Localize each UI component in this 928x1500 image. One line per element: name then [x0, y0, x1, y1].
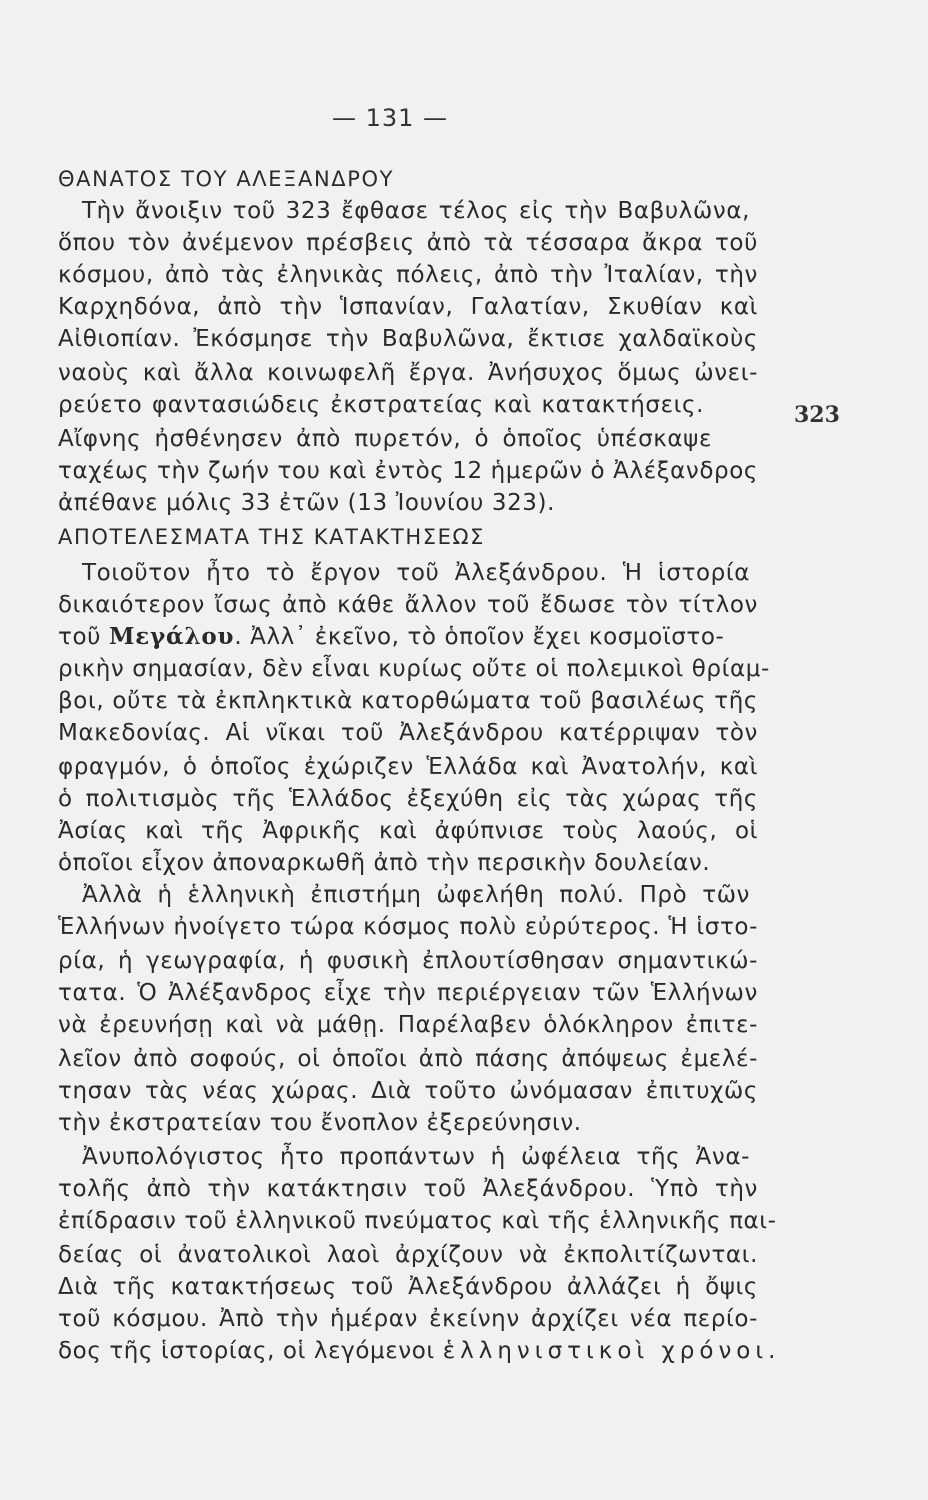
paragraph-line: ρικὴν σημασίαν, δὲν εἶναι κυρίως οὔτε οἱ πολεμικοὶ θρίαμ-	[58, 656, 770, 682]
paragraph-line: φραγμόν, ὁ ὁποῖος ἐχώριζεν Ἑλλάδα καὶ Ἀνατολήν, καὶ	[58, 754, 758, 780]
paragraph-line: Αἰθιοπίαν. Ἐκόσμησε τὴν Βαβυλῶνα, ἔκτισε χαλδαϊκοὺς	[58, 326, 758, 352]
paragraph-line: ρία, ἡ γεωγραφία, ἡ φυσικὴ ἐπλουτίσθησαν σημαντικώ-	[58, 948, 758, 974]
paragraph-line: Ἑλλήνων ἠνοίγετο τώρα κόσμος πολὺ εὐρύτερος. Ἡ ἱστο-	[58, 914, 758, 940]
paragraph-line: δικαιότερον ἴσως ἀπὸ κάθε ἄλλον τοῦ ἔδωσε τὸν τίτλον	[58, 592, 758, 618]
paragraph-line: ὅπου τὸν ἀνέμενον πρέσβεις ἀπὸ τὰ τέσσαρα ἄκρα τοῦ	[58, 230, 758, 256]
paragraph-line: Διὰ τῆς κατακτήσεως τοῦ Ἀλεξάνδρου ἀλλάζει ἡ ὄψις	[58, 1274, 758, 1300]
text-segment: τοῦ	[58, 624, 109, 650]
paragraph-line: Αἴφνης ἠσθένησεν ἀπὸ πυρετόν, ὁ ὁποῖος ὑπέσκαψε	[58, 426, 712, 452]
paragraph-line: κόσμου, ἀπὸ τὰς ἐληνικὰς πόλεις, ἀπὸ τὴν Ἰταλίαν, τὴν	[58, 262, 758, 288]
paragraph-line: τὴν ἐκστρατείαν του ἔνοπλον ἐξερεύνησιν.	[58, 1110, 582, 1136]
paragraph-line: τησαν τὰς νέας χώρας. Διὰ τοῦτο ὠνόμασαν ἐπιτυχῶς	[58, 1078, 758, 1104]
paragraph-line: ἀπέθανε μόλις 33 ἐτῶν (13 Ἰουνίου 323).	[58, 490, 556, 516]
margin-year-note: 323	[794, 402, 840, 428]
paragraph-line: τοῦ κόσμου. Ἀπὸ τὴν ἡμέραν ἐκείνην ἀρχίζει νέα περίο-	[58, 1306, 758, 1332]
paragraph-line: Μακεδονίας. Αἱ νῖκαι τοῦ Ἀλεξάνδρου κατέρριψαν τὸν	[58, 720, 758, 746]
section-heading-results: ΑΠΟΤΕΛΕΣΜΑΤΑ ΤΗΣ ΚΑΤΑΚΤΗΣΕΩΣ	[58, 525, 485, 549]
paragraph-line: Καρχηδόνα, ἀπὸ τὴν Ἱσπανίαν, Γαλατίαν, Σκυθίαν καὶ	[58, 294, 758, 320]
paragraph-line: νὰ ἐρευνήσῃ καὶ νὰ μάθῃ. Παρέλαβεν ὁλόκληρον ἐπιτε-	[58, 1012, 758, 1038]
paragraph-line: ὁ πολιτισμὸς τῆς Ἑλλάδος ἐξεχύθη εἰς τὰς χώρας τῆς	[58, 786, 758, 812]
paragraph-line: τατα. Ὁ Ἀλέξανδρος εἶχε τὴν περιέργειαν τῶν Ἑλλήνων	[58, 980, 758, 1006]
paragraph-line: δείας οἱ ἀνατολικοὶ λαοὶ ἀρχίζουν νὰ ἐκπολιτίζωνται.	[58, 1242, 758, 1268]
paragraph-line: Ἀνυπολόγιστος ἦτο προπάντων ἡ ὠφέλεια τῆς Ἀνα-	[82, 1144, 750, 1170]
paragraph-line: ὁποῖοι εἶχον ἀποναρκωθῆ ἀπὸ τὴν περσικὴν δουλείαν.	[58, 850, 711, 876]
paragraph-line: ἐπίδρασιν τοῦ ἑλληνικοῦ πνεύματος καὶ τῆς ἑλληνικῆς παι-	[58, 1208, 777, 1234]
paragraph-line: Ἀλλὰ ἡ ἑλληνικὴ ἐπιστήμη ὠφελήθη πολύ. Πρὸ τῶν	[82, 882, 750, 908]
paragraph-line	[58, 1336, 781, 1366]
paragraph-line: Τὴν ἄνοιξιν τοῦ 323 ἔφθασε τέλος εἰς τὴν Βαβυλῶνα,	[82, 198, 750, 224]
text-segment: . Ἀλλ᾽ ἐκεῖνο, τὸ ὁποῖον ἔχει κοσμοϊστο-	[234, 624, 725, 650]
paragraph-line: λεῖον ἀπὸ σοφούς, οἱ ὁποῖοι ἀπὸ πάσης ἀπόψεως ἐμελέ-	[58, 1046, 758, 1072]
paragraph-line: βοι, οὔτε τὰ ἐκπληκτικὰ κατορθώματα τοῦ βασιλέως τῆς	[58, 688, 758, 714]
paragraph-line: Ἀσίας καὶ τῆς Ἀφρικῆς καὶ ἀφύπνισε τοὺς λαούς, οἱ	[58, 818, 758, 844]
paragraph-line: τολῆς ἀπὸ τὴν κατάκτησιν τοῦ Ἀλεξάνδρου. Ὑπὸ τὴν	[58, 1176, 758, 1202]
text-segment: δος τῆς ἱστορίας, οἱ λεγόμενοι	[58, 1338, 443, 1364]
page-number: — 131 —	[331, 104, 449, 132]
paragraph-line: Τοιοῦτον ἦτο τὸ ἔργον τοῦ Ἀλεξάνδρου. Ἡ ἱστορία	[82, 560, 750, 586]
paragraph-line: ρεύετο φαντασιώδεις ἐκστρατείας καὶ κατακτήσεις.	[58, 392, 704, 418]
paragraph-line: ναοὺς καὶ ἄλλα κοινωφελῆ ἔργα. Ἀνήσυχος ὅμως ὠνει-	[58, 360, 758, 386]
paragraph-line: ταχέως τὴν ζωήν του καὶ ἐντὸς 12 ἡμερῶν ὁ Ἀλέξανδρος	[58, 458, 758, 484]
spaced-emphasis: ἑλληνιστικοὶ χρόνοι.	[442, 1338, 781, 1364]
emphasized-word: Μεγάλου	[108, 623, 235, 650]
paragraph-line	[58, 622, 758, 652]
section-heading-death: ΘΑΝΑΤΟΣ ΤΟΥ ΑΛΕΞΑΝΔΡΟΥ	[58, 167, 395, 191]
